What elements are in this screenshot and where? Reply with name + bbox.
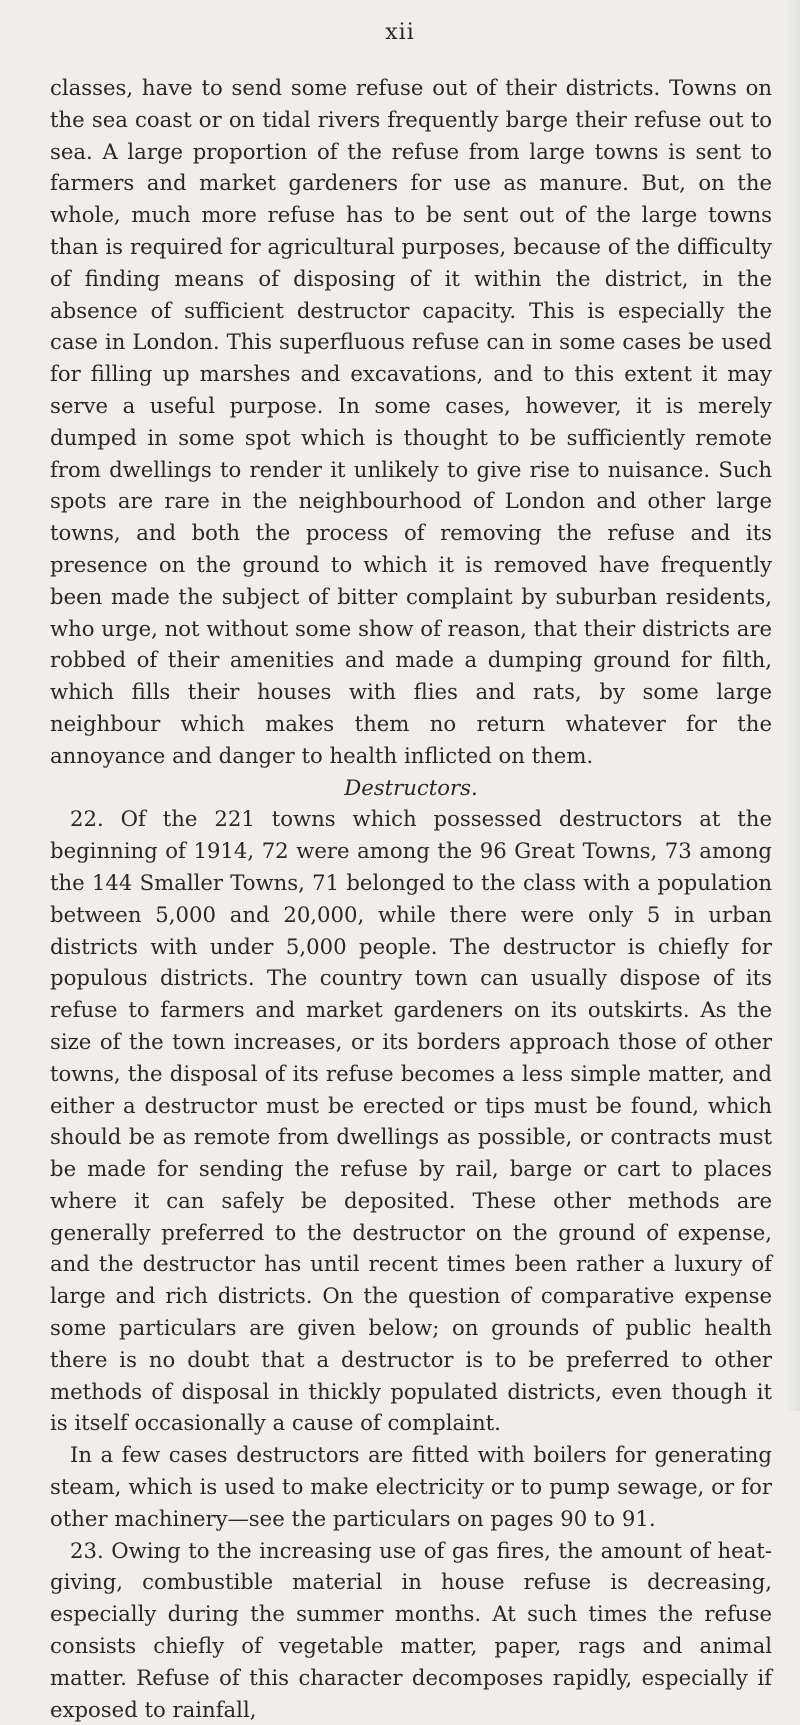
page-edge-shadow <box>786 0 800 1411</box>
section-heading-destructors: Destructors. <box>344 774 478 800</box>
paragraph-boilers: In a few cases destructors are fitted with boilers for generating steam, which is used to make electricity or to pump sewage, or for other machinery—see the particulars on pages 90 to 91. <box>50 1442 772 1531</box>
paragraph-refuse-disposal: classes, have to send some refuse out of their districts. Towns on the sea coast or on tidal rivers frequently barge their refuse out to sea. A large proportion of the refuse from large towns is sent to farmers and market gardeners for use as manure. But, on the whole, much more refuse has to be sent out of the large towns than is required for agricultural purposes, because of the difficulty of finding means of disposing of it within the district, in the absence of sufficient destructor capacity. This is especially the case in London. This superfluous refuse can in some cases be used for filling up marshes and excavations, and to this extent it may serve a useful purpose. In some cases, however, it is merely dumped in some spot which is thought to be sufficiently remote from dwellings to render it unlikely to give rise to nuisance. Such spots are rare in the neighbourhood of London and other large towns, and both the process of removing the refuse and its presence on the ground to which it is removed have frequently been made the subject of bitter complaint by suburban residents, who urge, not without some show of reason, that their districts are robbed of their amenities and made a dumping ground for filth, which fills their houses with flies and rats, by some large neighbour which makes them no return whatever for the annoyance and danger to health inflicted on them. <box>50 75 772 768</box>
paragraph-23-gas-fires: 23. Owing to the increasing use of gas fires, the amount of heat-giving, combustible material in house refuse is decreasing, especially during the summer months. At such times the refuse consists chiefly of vegetable matter, paper, rags and animal matter. Refuse of this character decomposes rapidly, especially if exposed to rainfall, <box>50 1537 772 1722</box>
body-text <box>50 72 772 1725</box>
paragraph-22-destructors: 22. Of the 221 towns which possessed destructors at the beginning of 1914, 72 were among the 96 Great Towns, 73 among the 144 Smaller Towns, 71 belonged to the class with a population between 5,000 and 20,000, while there were only 5 in urban districts with under 5,000 people. The destructor is chiefly for populous districts. The country town can usually dispose of its refuse to farmers and market gardeners on its outskirts. As the size of the town increases, or its borders approach those of other towns, the disposal of its refuse becomes a less simple matter, and either a destructor must be erected or tips must be found, which should be as remote from dwellings as possible, or contracts must be made for sending the refuse by rail, barge or cart to places where it can safely be deposited. These other methods are generally preferred to the destructor on the ground of expense, and the destructor has until recent times been rather a luxury of large and rich districts. On the question of comparative expense some particulars are given below; on grounds of public health there is no doubt that a destructor is to be preferred to other methods of disposal in thickly populated districts, even though it is itself occasionally a cause of complaint. <box>50 806 772 1436</box>
page-number: xii <box>385 20 415 45</box>
